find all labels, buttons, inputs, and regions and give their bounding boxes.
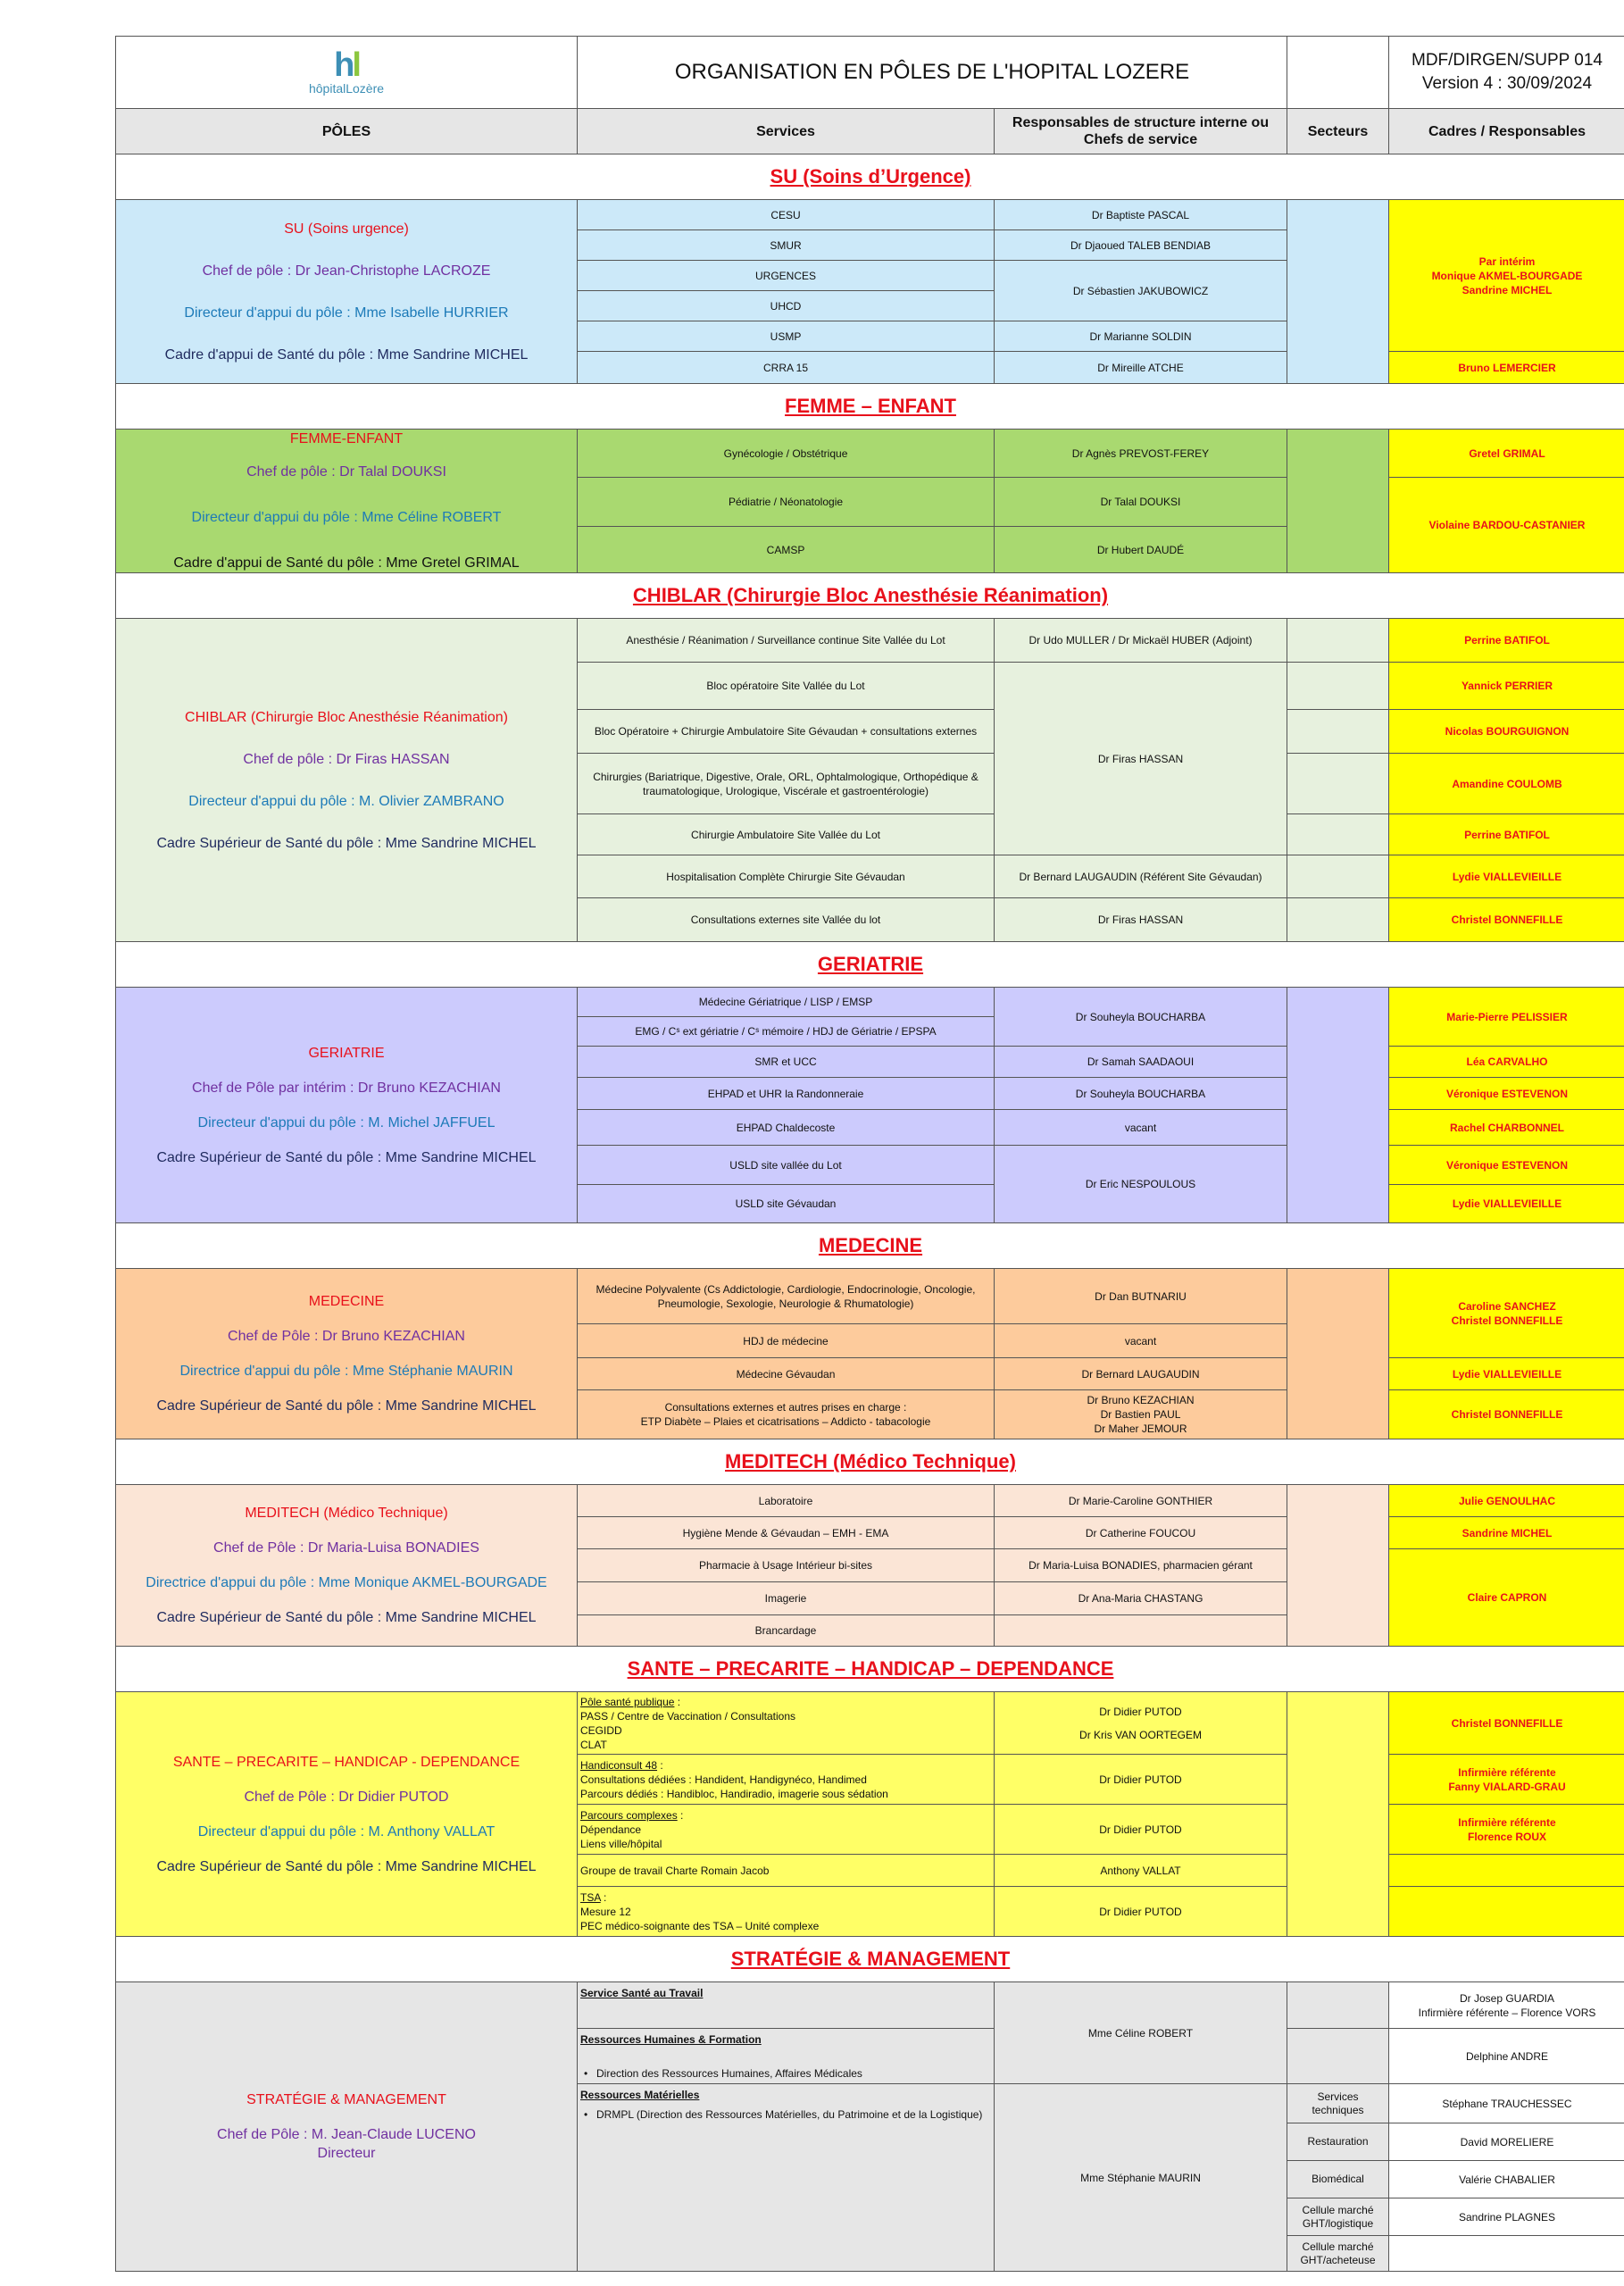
service-cell: Bloc opératoire Site Vallée du Lot bbox=[578, 663, 995, 710]
pole-name: STRATÉGIE & MANAGEMENT bbox=[246, 2092, 446, 2107]
secteur-cell bbox=[1287, 814, 1389, 855]
pole-geriatrie-info bbox=[116, 988, 578, 1223]
pole-name: MEDECINE bbox=[308, 1294, 385, 1309]
responsable-cell: Dr Marianne SOLDIN bbox=[995, 321, 1287, 352]
responsable-cell: Anthony VALLAT bbox=[995, 1855, 1287, 1887]
col-secteurs: Secteurs bbox=[1287, 109, 1389, 154]
secteur-cell bbox=[1287, 200, 1389, 384]
cadre-cell: Julie GENOULHAC bbox=[1389, 1485, 1624, 1517]
header-blank bbox=[1287, 37, 1389, 109]
pole-director: Directeur d'appui du pôle : M. Olivier ZAMBRANO bbox=[188, 793, 504, 809]
section-band-medecine: MEDECINE bbox=[116, 1223, 1624, 1269]
pole-name: FEMME-ENFANT bbox=[289, 431, 404, 446]
pole-cadre: Cadre Supérieur de Santé du pôle : Mme Sandrine MICHEL bbox=[156, 1610, 537, 1625]
responsable-cell: Mme Céline ROBERT bbox=[995, 1982, 1287, 2084]
secteur-cell: Services techniques bbox=[1287, 2084, 1389, 2123]
responsable-cell: Dr Dan BUTNARIU bbox=[995, 1269, 1287, 1324]
service-cell bbox=[578, 1805, 995, 1855]
pole-chiblar bbox=[116, 619, 1624, 942]
cadre-cell bbox=[1389, 1805, 1624, 1855]
service-cell: Consultations externes site Vallée du lot bbox=[578, 898, 995, 942]
service-cell: Médecine Gévaudan bbox=[578, 1358, 995, 1390]
service-cell: USMP bbox=[578, 321, 995, 352]
pole-name: SU (Soins urgence) bbox=[284, 221, 409, 237]
pole-chief: Chef de Pôle par intérim : Dr Bruno KEZACHIAN bbox=[192, 1080, 501, 1096]
secteur-cell bbox=[1287, 988, 1389, 1223]
responsable-cell: Dr Sébastien JAKUBOWICZ bbox=[995, 261, 1287, 321]
responsable-cell: Dr Talal DOUKSI bbox=[995, 478, 1287, 527]
responsable-cell: vacant bbox=[995, 1324, 1287, 1358]
cadre-cell: Perrine BATIFOL bbox=[1389, 814, 1624, 855]
cadre-cell: Léa CARVALHO bbox=[1389, 1047, 1624, 1078]
cadre-cell: David MORELIERE bbox=[1389, 2123, 1624, 2161]
service-cell bbox=[578, 2029, 995, 2084]
responsable-cell: Dr Marie-Caroline GONTHIER bbox=[995, 1485, 1287, 1517]
service-cell bbox=[578, 2084, 995, 2272]
service-heading-suffix: : bbox=[600, 1890, 607, 1904]
service-line: PEC médico-soignante des TSA – Unité complexe bbox=[580, 1919, 820, 1932]
service-cell: Laboratoire bbox=[578, 1485, 995, 1517]
service-cell: Médecine Polyvalente (Cs Addictologie, Cardiologie, Endocrinologie, Oncologie, Pneumologie, Sexologie, Neurologie & Rhumatologie) bbox=[578, 1269, 995, 1324]
service-cell bbox=[578, 1755, 995, 1805]
responsable-cell: Dr Eric NESPOULOUS bbox=[995, 1146, 1287, 1223]
pole-chief-title: Directeur bbox=[317, 2146, 376, 2161]
service-cell: EHPAD Chaldecoste bbox=[578, 1110, 995, 1146]
service-bullet: • Direction des Ressources Humaines, Affaires Médicales bbox=[580, 2066, 991, 2081]
document-title: ORGANISATION EN PÔLES DE L'HOPITAL LOZERE bbox=[578, 37, 1287, 109]
cadre-cell: Delphine ANDRE bbox=[1389, 2029, 1624, 2084]
pole-chiblar-info bbox=[116, 619, 578, 942]
service-line: Parcours dédiés : Handibloc, Handiradio, imagerie sous sédation bbox=[580, 1787, 888, 1800]
service-line: PASS / Centre de Vaccination / Consultations bbox=[580, 1709, 796, 1723]
pole-su-info bbox=[116, 200, 578, 384]
cadre-cell: Marie-Pierre PELISSIER bbox=[1389, 988, 1624, 1047]
service-heading bbox=[580, 1758, 991, 1773]
secteur-cell: Restauration bbox=[1287, 2123, 1389, 2161]
logo-text: hôpitalLozère bbox=[308, 81, 385, 96]
section-band-geriatrie: GERIATRIE bbox=[116, 942, 1624, 988]
col-services: Services bbox=[578, 109, 995, 154]
reference-code: MDF/DIRGEN/SUPP 014 bbox=[1412, 51, 1603, 70]
service-cell: CRRA 15 bbox=[578, 352, 995, 384]
cadre-line: Monique AKMEL-BOURGADE bbox=[1431, 269, 1583, 282]
cadre-cell: Violaine BARDOU-CASTANIER bbox=[1389, 478, 1624, 573]
responsable-cell: Dr Catherine FOUCOU bbox=[995, 1517, 1287, 1549]
secteur-cell: Cellule marché GHT/acheteuse bbox=[1287, 2236, 1389, 2272]
cadre-cell: Stéphane TRAUCHESSEC bbox=[1389, 2084, 1624, 2123]
cadre-cell: Gretel GRIMAL bbox=[1389, 430, 1624, 478]
document-header bbox=[116, 37, 1624, 109]
responsable-line: Dr Maher JEMOUR bbox=[1094, 1422, 1187, 1435]
document-reference bbox=[1389, 37, 1624, 109]
service-cell: UHCD bbox=[578, 291, 995, 321]
pole-director: Directrice d'appui du pôle : Mme Monique AKMEL-BOURGADE bbox=[146, 1575, 547, 1590]
responsable-line: Dr Kris VAN OORTEGEM bbox=[1079, 1728, 1202, 1741]
responsable-cell: vacant bbox=[995, 1110, 1287, 1146]
service-line: Consultations dédiées : Handident, Handigynéco, Handimed bbox=[580, 1773, 867, 1786]
pole-medecine-info bbox=[116, 1269, 578, 1439]
pole-chief: Chef de pôle : Dr Jean-Christophe LACROZE bbox=[202, 263, 491, 279]
responsable-cell: Dr Agnès PREVOST-FEREY bbox=[995, 430, 1287, 478]
service-heading-label: Pôle santé publique bbox=[580, 1695, 675, 1708]
pole-strategie-info bbox=[116, 1982, 578, 2272]
responsable-line: Dr Bruno KEZACHIAN bbox=[1087, 1394, 1195, 1406]
pole-meditech-info bbox=[116, 1485, 578, 1647]
responsable-cell: Dr Maria-Luisa BONADIES, pharmacien gérant bbox=[995, 1549, 1287, 1582]
cadre-cell: Amandine COULOMB bbox=[1389, 754, 1624, 814]
service-cell: EHPAD et UHR la Randonneraie bbox=[578, 1078, 995, 1110]
responsable-cell bbox=[995, 1692, 1287, 1755]
pole-chief: Chef de Pôle : M. Jean-Claude LUCENO bbox=[217, 2127, 476, 2142]
cadre-cell: Lydie VIALLEVIEILLE bbox=[1389, 855, 1624, 898]
responsable-cell: Dr Samah SAADAOUI bbox=[995, 1047, 1287, 1078]
responsable-cell: Mme Stéphanie MAURIN bbox=[995, 2084, 1287, 2272]
cadre-cell: Véronique ESTEVENON bbox=[1389, 1078, 1624, 1110]
service-cell: Anesthésie / Réanimation / Surveillance continue Site Vallée du Lot bbox=[578, 619, 995, 663]
pole-cadre: Cadre Supérieur de Santé du pôle : Mme Sandrine MICHEL bbox=[156, 835, 537, 851]
pole-medecine bbox=[116, 1269, 1624, 1439]
cadre-line: Caroline SANCHEZ bbox=[1458, 1299, 1556, 1313]
responsable-cell bbox=[995, 1390, 1287, 1439]
service-cell: Médecine Gériatrique / LISP / EMSP bbox=[578, 988, 995, 1017]
pole-cadre: Cadre Supérieur de Santé du pôle : Mme Sandrine MICHEL bbox=[156, 1858, 537, 1874]
responsable-line: Dr Bastien PAUL bbox=[1100, 1408, 1181, 1421]
service-bullet: • DRMPL (Direction des Ressources Matérielles, du Patrimoine et de la Logistique) bbox=[580, 2107, 991, 2122]
service-heading: Ressources Matérielles bbox=[580, 2089, 700, 2101]
service-heading-suffix: : bbox=[674, 1695, 681, 1708]
pole-name: CHIBLAR (Chirurgie Bloc Anesthésie Réanimation) bbox=[185, 709, 508, 725]
service-cell: USLD site vallée du Lot bbox=[578, 1146, 995, 1185]
responsable-cell: Dr Djaoued TALEB BENDIAB bbox=[995, 230, 1287, 261]
cadre-cell: Lydie VIALLEVIEILLE bbox=[1389, 1358, 1624, 1390]
section-band-femme-enfant: FEMME – ENFANT bbox=[116, 384, 1624, 430]
secteur-cell bbox=[1287, 754, 1389, 814]
pole-chief: Chef de pôle : Dr Talal DOUKSI bbox=[246, 464, 446, 480]
responsable-cell: Dr Firas HASSAN bbox=[995, 898, 1287, 942]
responsable-cell: Dr Bernard LAUGAUDIN (Référent Site Gévaudan) bbox=[995, 855, 1287, 898]
responsable-cell: Dr Baptiste PASCAL bbox=[995, 200, 1287, 230]
service-cell bbox=[578, 1887, 995, 1937]
service-cell: EMG / Cˢ ext gériatrie / Cˢ mémoire / HDJ de Gériatrie / EPSPA bbox=[578, 1017, 995, 1047]
section-band-sante-precarite: SANTE – PRECARITE – HANDICAP – DEPENDANCE bbox=[116, 1647, 1624, 1692]
secteur-cell bbox=[1287, 1269, 1389, 1439]
cadre-line: Par intérim bbox=[1478, 254, 1536, 268]
col-responsables: Responsables de structure interne ou Chefs de service bbox=[995, 109, 1287, 154]
service-cell: Brancardage bbox=[578, 1615, 995, 1647]
cadre-cell: Bruno LEMERCIER bbox=[1389, 352, 1624, 384]
secteur-cell bbox=[1287, 430, 1389, 573]
responsable-cell: Dr Didier PUTOD bbox=[995, 1755, 1287, 1805]
responsable-cell: Dr Didier PUTOD bbox=[995, 1805, 1287, 1855]
service-cell: Bloc Opératoire + Chirurgie Ambulatoire Site Gévaudan + consultations externes bbox=[578, 710, 995, 754]
responsable-cell: Dr Souheyla BOUCHARBA bbox=[995, 988, 1287, 1047]
secteur-cell: Cellule marché GHT/logistique bbox=[1287, 2198, 1389, 2236]
secteur-cell bbox=[1287, 710, 1389, 754]
service-heading-suffix: : bbox=[677, 1808, 684, 1822]
pole-fe-info bbox=[116, 430, 578, 573]
service-heading-label: TSA bbox=[580, 1890, 601, 1904]
cadre-cell: Christel BONNEFILLE bbox=[1389, 898, 1624, 942]
pole-sante-precarite bbox=[116, 1692, 1624, 1937]
pole-sante-info bbox=[116, 1692, 578, 1937]
pole-chief: Chef de Pôle : Dr Maria-Luisa BONADIES bbox=[213, 1540, 479, 1556]
cadre-cell: Christel BONNEFILLE bbox=[1389, 1692, 1624, 1755]
pole-strategie bbox=[116, 1982, 1624, 2272]
pole-name: SANTE – PRECARITE – HANDICAP - DEPENDANCE bbox=[172, 1754, 521, 1770]
service-cell bbox=[578, 1692, 995, 1755]
secteur-cell bbox=[1287, 1982, 1389, 2029]
service-cell: Chirurgies (Bariatrique, Digestive, Orale, ORL, Ophtalmologique, Orthopédique & traumatologique, Urologique, Viscérale et gastroentérologie) bbox=[578, 754, 995, 814]
section-band-su: SU (Soins d’Urgence) bbox=[116, 154, 1624, 200]
pole-chief: Chef de Pôle : Dr Didier PUTOD bbox=[244, 1789, 449, 1805]
service-heading: Service Santé au Travail bbox=[580, 1987, 704, 1999]
pole-cadre: Cadre Supérieur de Santé du pôle : Mme Sandrine MICHEL bbox=[156, 1398, 537, 1414]
service-cell: URGENCES bbox=[578, 261, 995, 291]
secteur-cell bbox=[1287, 855, 1389, 898]
service-heading-label: Parcours complexes bbox=[580, 1808, 678, 1822]
service-line: Dépendance bbox=[580, 1823, 642, 1836]
pole-meditech bbox=[116, 1485, 1624, 1647]
secteur-cell bbox=[1287, 898, 1389, 942]
pole-director: Directeur d'appui du pôle : Mme Isabelle HURRIER bbox=[184, 305, 509, 321]
pole-cadre: Cadre d'appui de Santé du pôle : Mme Sandrine MICHEL bbox=[164, 346, 529, 363]
service-cell: Hygiène Mende & Gévaudan – EMH - EMA bbox=[578, 1517, 995, 1549]
cadre-cell: Sandrine MICHEL bbox=[1389, 1517, 1624, 1549]
cadre-cell: Perrine BATIFOL bbox=[1389, 619, 1624, 663]
service-line: CEGIDD bbox=[580, 1723, 622, 1737]
pole-chief: Chef de pôle : Dr Firas HASSAN bbox=[243, 751, 450, 767]
service-line: Liens ville/hôpital bbox=[580, 1837, 662, 1850]
cadre-cell bbox=[1389, 1982, 1624, 2029]
service-line: CLAT bbox=[580, 1738, 607, 1751]
responsable-cell: Dr Bernard LAUGAUDIN bbox=[995, 1358, 1287, 1390]
service-heading bbox=[580, 1695, 991, 1709]
cadre-line: Christel BONNEFILLE bbox=[1451, 1314, 1563, 1327]
logo-cell bbox=[116, 37, 578, 109]
secteur-cell bbox=[1287, 2029, 1389, 2084]
cadre-cell: Sandrine PLAGNES bbox=[1389, 2198, 1624, 2236]
service-heading-suffix: : bbox=[657, 1758, 663, 1772]
cadre-cell bbox=[1389, 1855, 1624, 1887]
service-cell: SMUR bbox=[578, 230, 995, 261]
cadre-line: Florence ROUX bbox=[1467, 1830, 1547, 1843]
responsable-cell: Dr Udo MULLER / Dr Mickaël HUBER (Adjoint) bbox=[995, 619, 1287, 663]
pole-cadre: Cadre d'appui de Santé du pôle : Mme Gretel GRIMAL bbox=[173, 555, 520, 571]
service-cell: USLD site Gévaudan bbox=[578, 1185, 995, 1223]
secteur-cell bbox=[1287, 1485, 1389, 1647]
column-headers bbox=[116, 109, 1624, 154]
service-cell: SMR et UCC bbox=[578, 1047, 995, 1078]
responsable-cell: Dr Souheyla BOUCHARBA bbox=[995, 1078, 1287, 1110]
secteur-cell bbox=[1287, 619, 1389, 663]
secteur-cell: Biomédical bbox=[1287, 2161, 1389, 2198]
cadre-cell: Nicolas BOURGUIGNON bbox=[1389, 710, 1624, 754]
cadre-cell: Valérie CHABALIER bbox=[1389, 2161, 1624, 2198]
pole-femme-enfant bbox=[116, 430, 1624, 573]
service-cell: CAMSP bbox=[578, 527, 995, 573]
cadre-cell: Christel BONNEFILLE bbox=[1389, 1390, 1624, 1439]
service-cell bbox=[578, 1982, 995, 2029]
service-cell: Groupe de travail Charte Romain Jacob bbox=[578, 1855, 995, 1887]
pole-director: Directeur d'appui du pôle : M. Michel JAFFUEL bbox=[197, 1114, 496, 1130]
cadre-line: Infirmière référente bbox=[1458, 1765, 1556, 1779]
service-cell: Gynécologie / Obstétrique bbox=[578, 430, 995, 478]
service-heading bbox=[580, 1890, 991, 1905]
service-cell: HDJ de médecine bbox=[578, 1324, 995, 1358]
org-table bbox=[115, 36, 1624, 2272]
responsable-cell: Dr Firas HASSAN bbox=[995, 663, 1287, 855]
hospital-logo bbox=[308, 46, 385, 96]
cadre-cell: Yannick PERRIER bbox=[1389, 663, 1624, 710]
pole-chief: Chef de Pôle : Dr Bruno KEZACHIAN bbox=[228, 1329, 465, 1344]
cadre-line: Infirmière référente bbox=[1458, 1815, 1556, 1829]
secteur-cell bbox=[1287, 1692, 1389, 1937]
service-cell: Pédiatrie / Néonatologie bbox=[578, 478, 995, 527]
cadre-cell bbox=[1389, 1887, 1624, 1937]
cadre-cell: Lydie VIALLEVIEILLE bbox=[1389, 1185, 1624, 1223]
cadre-cell: Véronique ESTEVENON bbox=[1389, 1146, 1624, 1185]
pole-geriatrie bbox=[116, 988, 1624, 1223]
service-line: ETP Diabète – Plaies et cicatrisations – Addicto - tabacologie bbox=[640, 1415, 931, 1428]
service-cell: Pharmacie à Usage Intérieur bi-sites bbox=[578, 1549, 995, 1582]
responsable-cell: Dr Mireille ATCHE bbox=[995, 352, 1287, 384]
pole-su bbox=[116, 200, 1624, 384]
cadre-cell bbox=[1389, 1269, 1624, 1358]
pole-director: Directeur d'appui du pôle : Mme Céline ROBERT bbox=[191, 510, 502, 525]
responsable-cell: Dr Didier PUTOD bbox=[995, 1887, 1287, 1937]
responsable-cell bbox=[995, 1615, 1287, 1647]
pole-director: Directeur d'appui du pôle : M. Anthony VALLAT bbox=[197, 1823, 496, 1840]
service-heading bbox=[580, 1808, 991, 1823]
service-cell: Chirurgie Ambulatoire Site Vallée du Lot bbox=[578, 814, 995, 855]
section-band-meditech: MEDITECH (Médico Technique) bbox=[116, 1439, 1624, 1485]
logo-mark: hl bbox=[334, 46, 359, 84]
responsable-line: Dr Didier PUTOD bbox=[1099, 1705, 1182, 1718]
cadre-cell: Rachel CHARBONNEL bbox=[1389, 1110, 1624, 1146]
cadre-cell bbox=[1389, 2236, 1624, 2272]
version-label: Version 4 : 30/09/2024 bbox=[1421, 74, 1593, 93]
cadre-line: Fanny VIALARD-GRAU bbox=[1448, 1780, 1566, 1793]
service-cell: Hospitalisation Complète Chirurgie Site Gévaudan bbox=[578, 855, 995, 898]
service-line: Mesure 12 bbox=[580, 1905, 631, 1918]
section-band-chiblar: CHIBLAR (Chirurgie Bloc Anesthésie Réanimation) bbox=[116, 573, 1624, 619]
pole-cadre: Cadre Supérieur de Santé du pôle : Mme Sandrine MICHEL bbox=[156, 1149, 537, 1165]
col-poles: PÔLES bbox=[116, 109, 578, 154]
section-band-strategie: STRATÉGIE & MANAGEMENT bbox=[116, 1937, 1624, 1982]
cadre-cell bbox=[1389, 1755, 1624, 1805]
responsable-cell: Dr Hubert DAUDÉ bbox=[995, 527, 1287, 573]
responsable-cell: Dr Ana-Maria CHASTANG bbox=[995, 1582, 1287, 1615]
service-cell: Imagerie bbox=[578, 1582, 995, 1615]
pole-name: GERIATRIE bbox=[308, 1045, 385, 1061]
cadre-line: Sandrine MICHEL bbox=[1462, 283, 1553, 296]
pole-director: Directrice d'appui du pôle : Mme Stéphanie MAURIN bbox=[179, 1364, 513, 1379]
col-cadres: Cadres / Responsables bbox=[1389, 109, 1624, 154]
secteur-cell bbox=[1287, 663, 1389, 710]
service-heading: Ressources Humaines & Formation bbox=[580, 2033, 762, 2046]
service-cell: CESU bbox=[578, 200, 995, 230]
service-cell bbox=[578, 1390, 995, 1439]
cadre-cell: Claire CAPRON bbox=[1389, 1549, 1624, 1647]
service-line: Consultations externes et autres prises en charge : bbox=[664, 1401, 907, 1414]
service-heading-label: Handiconsult 48 bbox=[580, 1758, 658, 1772]
cadre-line: Dr Josep GUARDIA bbox=[1459, 1991, 1555, 2005]
org-document bbox=[115, 36, 1624, 2272]
cadre-cell bbox=[1389, 200, 1624, 352]
pole-name: MEDITECH (Médico Technique) bbox=[245, 1506, 448, 1521]
cadre-line: Infirmière référente – Florence VORS bbox=[1418, 2006, 1596, 2019]
